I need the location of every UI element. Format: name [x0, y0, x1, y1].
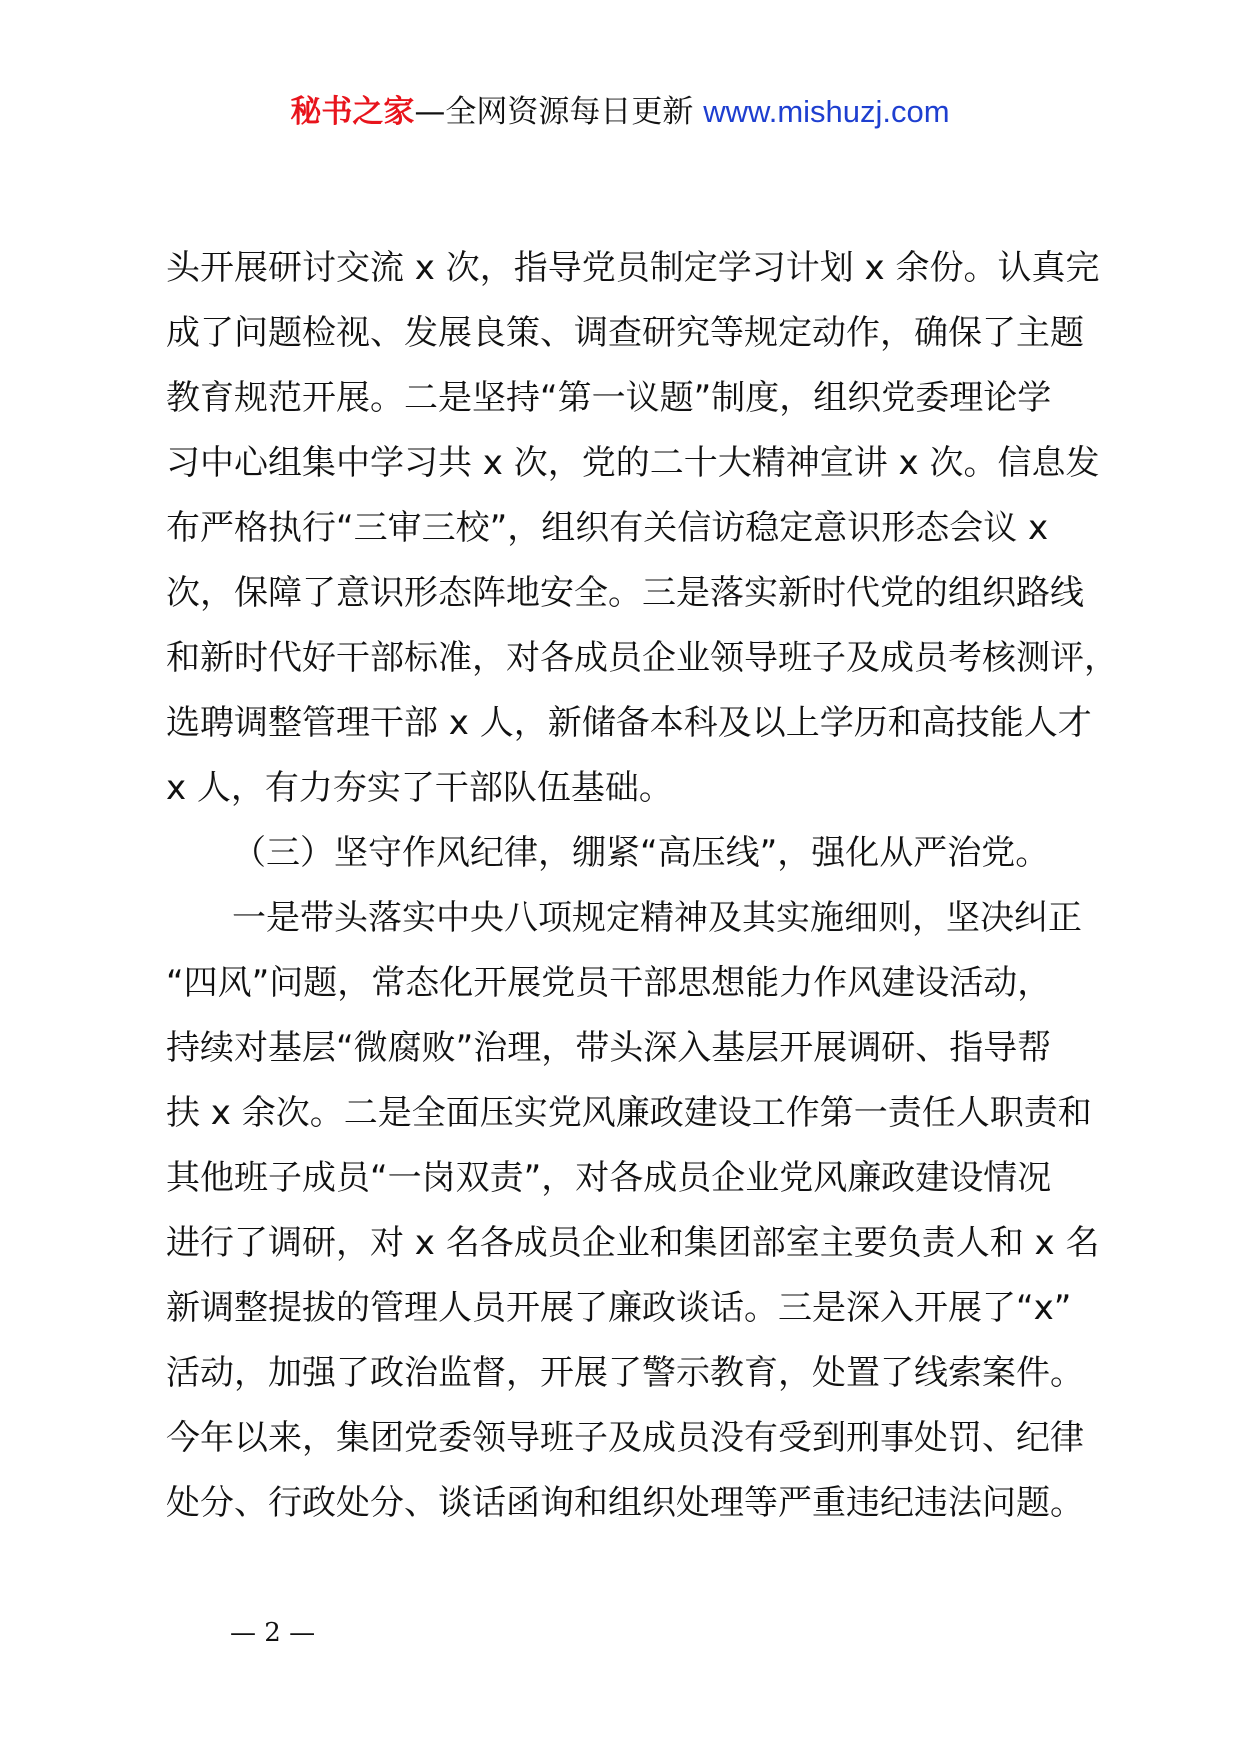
text-line: 选聘调整管理干部 x 人，新储备本科及以上学历和高技能人才 [166, 703, 1092, 743]
page-number: — 2 — [230, 1618, 316, 1648]
text-line: 教育规范开展。二是坚持“第一议题”制度，组织党委理论学 [166, 378, 1052, 418]
page-header [0, 92, 1240, 132]
text-line: 处分、行政处分、谈话函询和组织处理等严重违纪违法问题。 [166, 1483, 1084, 1523]
document-body [166, 236, 1118, 1536]
text-line: 持续对基层“微腐败”治理，带头深入基层开展调研、指导帮 [166, 1028, 1052, 1068]
section-heading: （三）坚守作风纪律，绷紧“高压线”，强化从严治党。 [232, 833, 1050, 873]
text-line: 进行了调研，对 x 名各成员企业和集团部室主要负责人和 x 名 [166, 1223, 1100, 1263]
text-line: 新调整提拔的管理人员开展了廉政谈话。三是深入开展了“x” [166, 1288, 1072, 1328]
text-line: 今年以来，集团党委领导班子及成员没有受到刑事处罚、纪律 [166, 1418, 1084, 1458]
text-line: 一是带头落实中央八项规定精神及其实施细则，坚决纠正 [232, 898, 1082, 938]
text-line: 活动，加强了政治监督，开展了警示教育，处置了线索案件。 [166, 1353, 1084, 1393]
text-line: x 人，有力夯实了干部队伍基础。 [166, 768, 673, 808]
text-line: “四风”问题，常态化开展党员干部思想能力作风建设活动， [166, 963, 1052, 1003]
text-line: 成了问题检视、发展良策、调查研究等规定动作，确保了主题 [166, 313, 1084, 353]
brand-name: 秘书之家 [290, 94, 415, 130]
text-line: 次，保障了意识形态阵地安全。三是落实新时代党的组织路线 [166, 573, 1084, 613]
text-line: 和新时代好干部标准，对各成员企业领导班子及成员考核测评， [166, 638, 1118, 678]
text-line: 头开展研讨交流 x 次，指导党员制定学习计划 x 余份。认真完 [166, 248, 1100, 288]
website-link[interactable]: www.mishuzj.com [703, 94, 950, 129]
header-slogan: —全网资源每日更新 [414, 94, 704, 130]
text-line: 其他班子成员“一岗双责”，对各成员企业党风廉政建设情况 [166, 1158, 1052, 1198]
text-line: 布严格执行“三审三校”，组织有关信访稳定意识形态会议 x [166, 508, 1049, 548]
text-line: 习中心组集中学习共 x 次，党的二十大精神宣讲 x 次。信息发 [166, 443, 1100, 483]
text-line: 扶 x 余次。二是全面压实党风廉政建设工作第一责任人职责和 [166, 1093, 1092, 1133]
